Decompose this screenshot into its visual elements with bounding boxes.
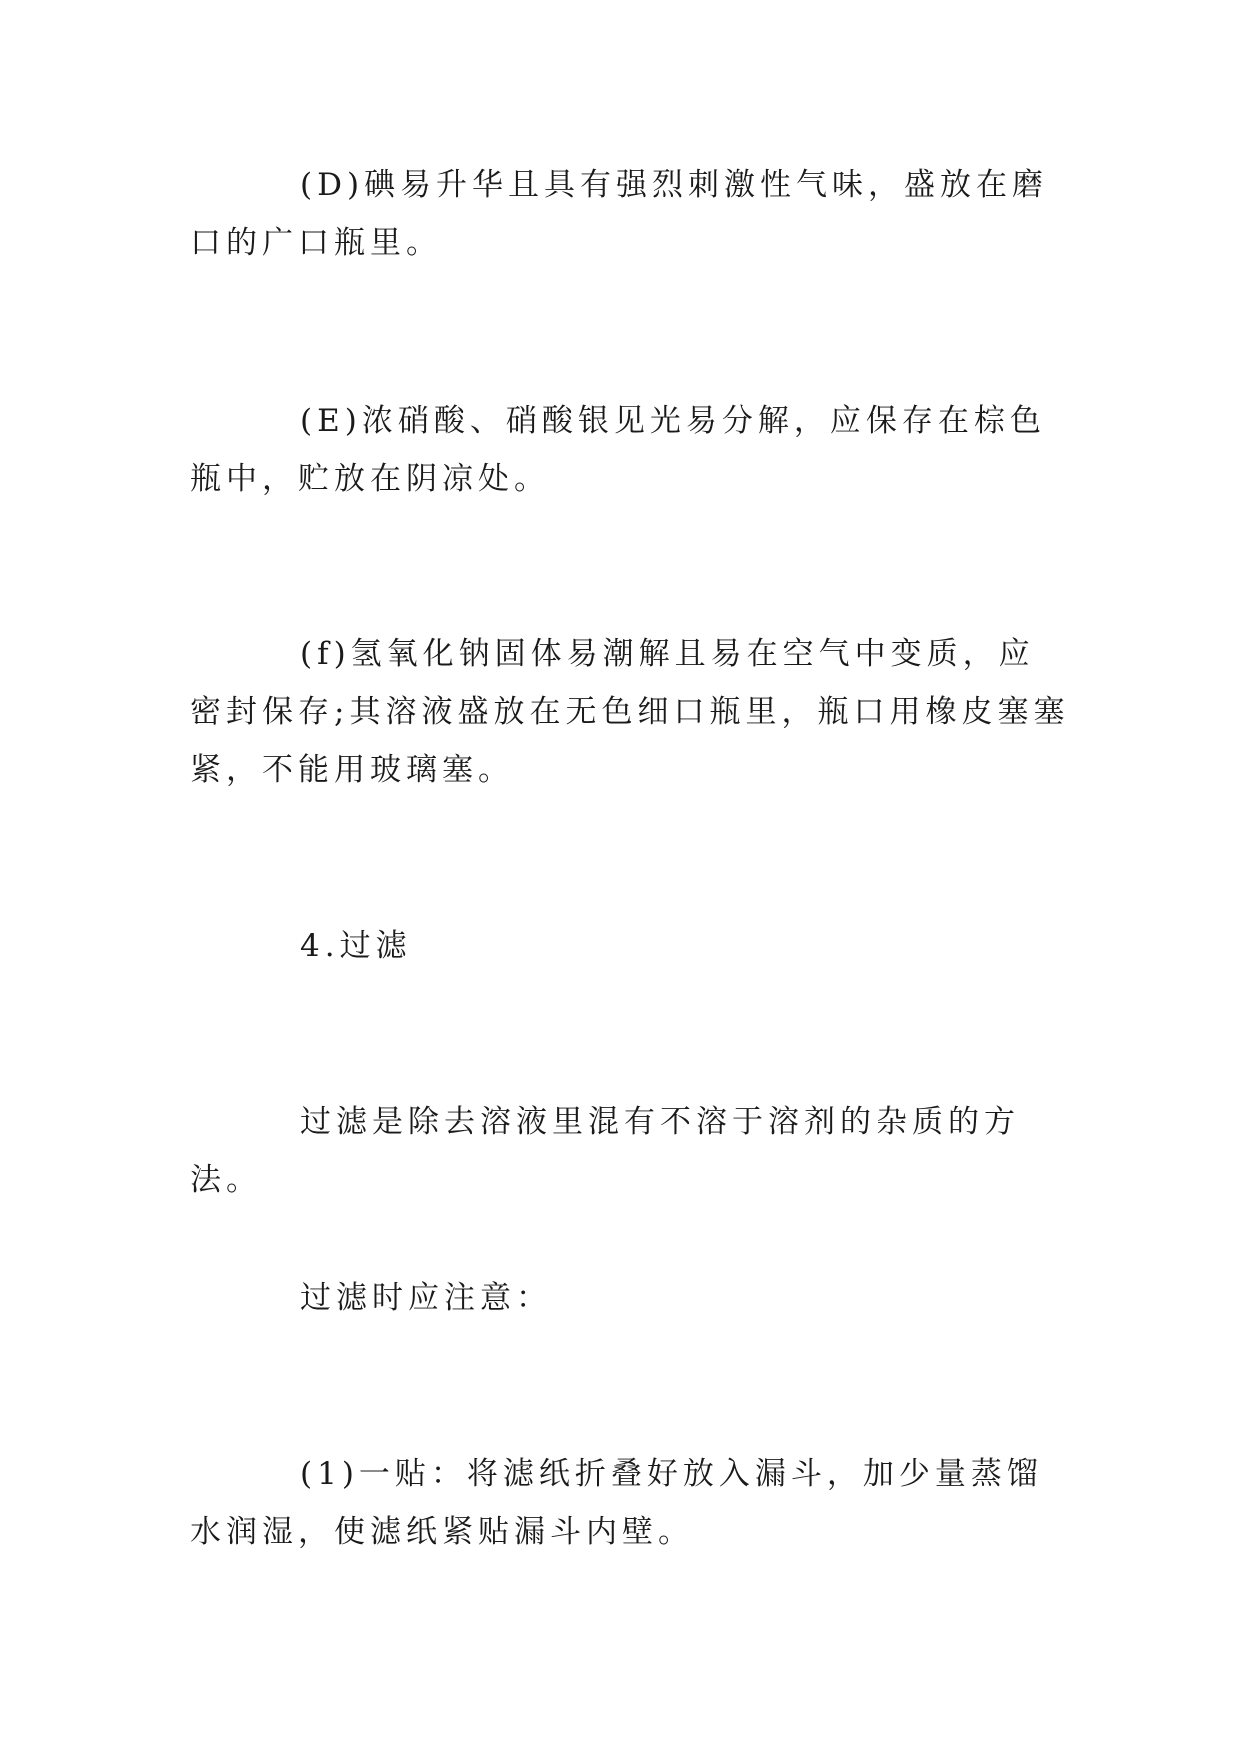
section-heading-filtration: 4.过滤 (300, 928, 412, 964)
paragraph-nitric-acid-storage: (E)浓硝酸、硝酸银见光易分解，应保存在棕色瓶中，贮放在阴凉处。 (190, 403, 1046, 497)
paragraph-iodine-storage: (D)碘易升华且具有强烈刺激性气味，盛放在磨口的广口瓶里。 (190, 167, 1049, 261)
paragraph-filtration-step-one: (1)一贴：将滤纸折叠好放入漏斗，加少量蒸馏水润湿，使滤纸紧贴漏斗内壁。 (190, 1456, 1043, 1550)
paragraph-filtration-notes-intro: 过滤时应注意： (300, 1280, 552, 1316)
paragraph-filtration-definition: 过滤是除去溶液里混有不溶于溶剂的杂质的方法。 (190, 1104, 1020, 1198)
paragraph-sodium-hydroxide-storage: (f)氢氧化钠固体易潮解且易在空气中变质，应密封保存;其溶液盛放在无色细口瓶里，瓶口用橡皮塞塞紧，不能用玻璃塞。 (190, 636, 1070, 788)
